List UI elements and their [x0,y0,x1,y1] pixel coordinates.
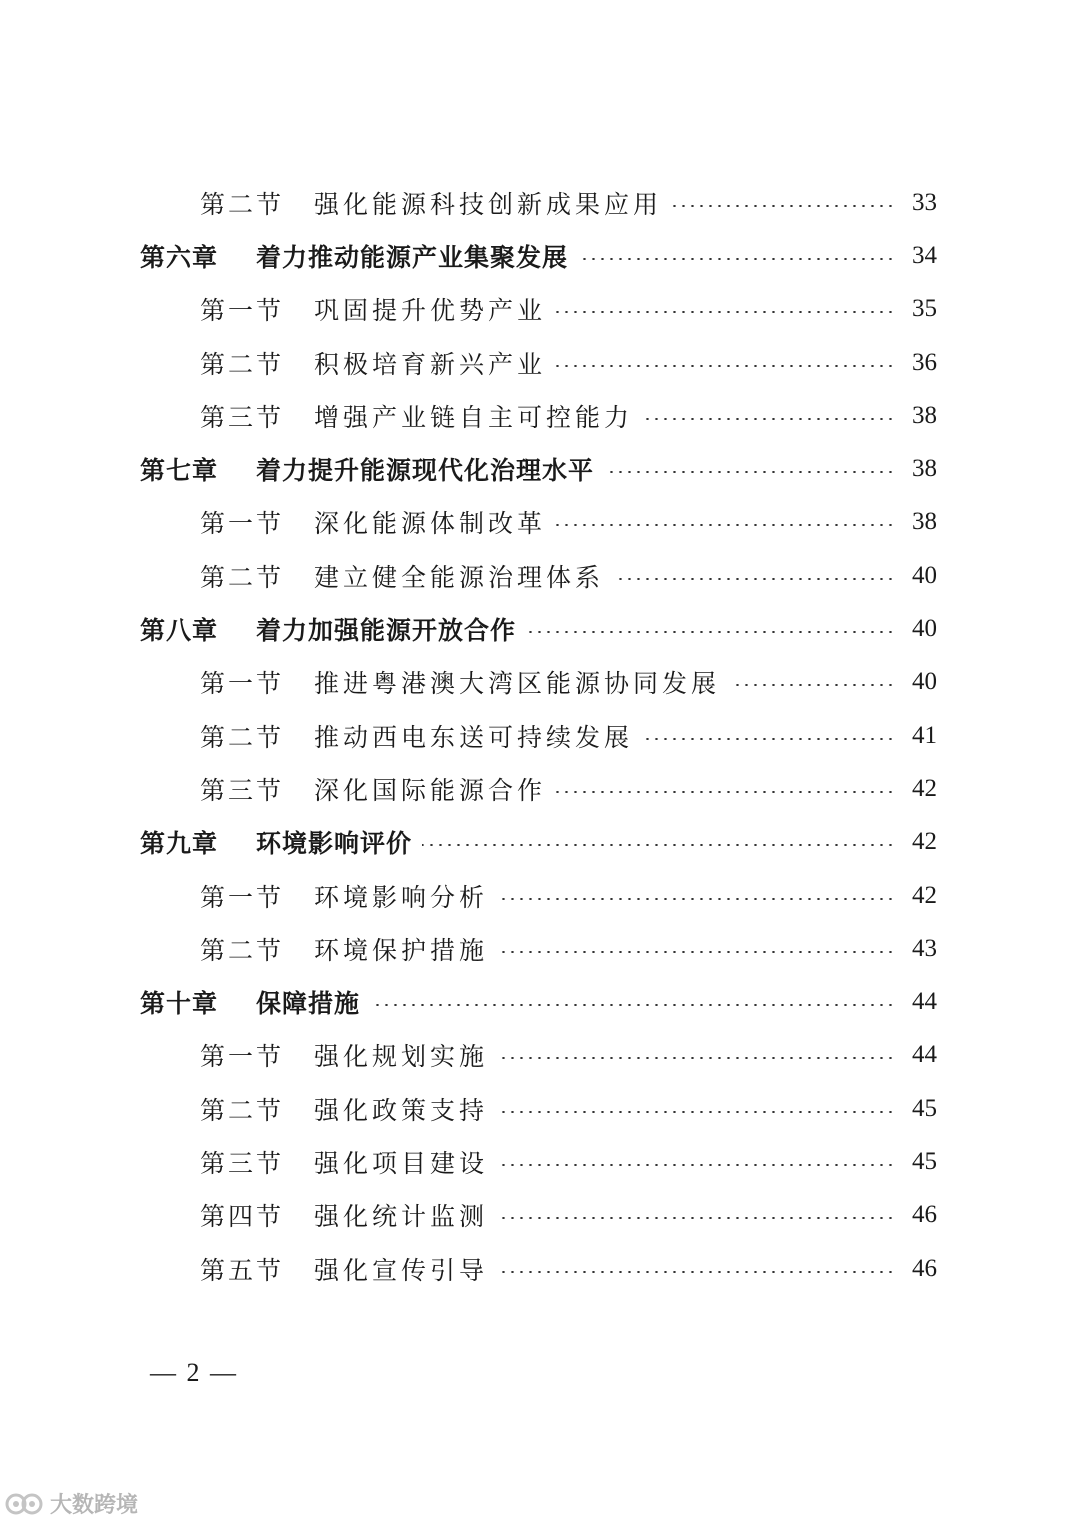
toc-page-number: 40 [912,668,937,696]
toc-row[interactable] [0,176,1080,229]
toc-row[interactable] [0,336,1080,389]
toc-number: 第一节 [200,296,285,326]
toc-leader-dots [422,844,895,846]
toc-page-number: 42 [912,881,937,909]
toc-number: 第二节 [200,189,285,219]
toc-title: 积极培育新兴产业 [314,349,547,379]
toc-leader-dots [643,738,895,740]
toc-leader-dots [498,898,895,900]
toc-page-number: 35 [912,295,937,323]
toc-title: 深化能源体制改革 [314,509,547,539]
toc-page-number: 36 [912,348,937,376]
toc-leader-dots [526,631,895,633]
toc-row[interactable] [0,1082,1080,1135]
toc-row[interactable] [0,283,1080,336]
toc-row[interactable] [0,442,1080,495]
toc-leader-dots [498,1111,895,1113]
toc-row[interactable] [0,1189,1080,1242]
toc-leader-dots [556,524,895,526]
toc-title: 强化宣传引导 [314,1255,489,1285]
toc-page-number: 38 [912,455,937,483]
toc-page-number: 45 [912,1147,937,1175]
toc-leader-dots [556,311,895,313]
toc-title: 强化政策支持 [314,1095,489,1125]
toc-number: 第三节 [200,1148,285,1178]
toc-number: 第二节 [200,935,285,965]
toc-page-number: 42 [912,774,937,802]
toc-page-number: 34 [912,241,937,269]
toc-number: 第二节 [200,562,285,592]
toc-title: 推进粤港澳大湾区能源协同发展 [314,669,721,699]
toc-row[interactable] [0,602,1080,655]
toc-page-number: 45 [912,1094,937,1122]
toc-page-number: 33 [912,188,937,216]
toc-page-number: 40 [912,561,937,589]
toc-number: 第三节 [200,402,285,432]
toc-page-number: 41 [912,721,937,749]
toc-number: 第一节 [200,669,285,699]
toc-row[interactable] [0,496,1080,549]
toc-leader-dots [578,258,895,260]
toc-row[interactable] [0,1029,1080,1082]
toc-leader-dots [614,578,895,580]
toc-number: 第四节 [200,1202,285,1232]
toc-row[interactable] [0,869,1080,922]
toc-page-number: 44 [912,988,937,1016]
toc-number: 第九章 [140,829,219,859]
toc-leader-dots [498,951,895,953]
toc-title: 巩固提升优势产业 [314,296,547,326]
toc-number: 第二节 [200,722,285,752]
toc-title: 强化统计监测 [314,1202,489,1232]
toc-number: 第一节 [200,1042,285,1072]
toc-title: 增强产业链自主可控能力 [314,402,634,432]
toc-leader-dots [643,418,895,420]
table-of-contents [0,176,1080,1295]
toc-title: 强化规划实施 [314,1042,489,1072]
toc-row[interactable] [0,709,1080,762]
toc-number: 第三节 [200,775,285,805]
toc-title: 着力提升能源现代化治理水平 [256,456,595,486]
toc-number: 第六章 [140,242,219,272]
toc-leader-dots [556,791,895,793]
toc-title: 强化项目建设 [314,1148,489,1178]
toc-page-number: 38 [912,401,937,429]
toc-leader-dots [730,684,895,686]
toc-page-number: 44 [912,1041,937,1069]
toc-title: 着力加强能源开放合作 [256,616,517,646]
toc-leader-dots [498,1271,895,1273]
toc-page-number: 38 [912,508,937,536]
brand-logo-icon [4,1490,46,1518]
toc-row[interactable] [0,922,1080,975]
toc-leader-dots [498,1217,895,1219]
toc-title: 环境保护措施 [314,935,489,965]
toc-leader-dots [556,365,895,367]
toc-page-number: 46 [912,1254,937,1282]
page-footer-number: — 2 — [150,1358,238,1387]
watermark [4,1488,138,1519]
toc-title: 保障措施 [256,989,361,1019]
watermark-text: 大数跨境 [50,1493,139,1518]
toc-leader-dots [498,1164,895,1166]
toc-number: 第七章 [140,456,219,486]
toc-row[interactable] [0,549,1080,602]
toc-leader-dots [370,1004,895,1006]
toc-row[interactable] [0,229,1080,282]
toc-row[interactable] [0,389,1080,442]
toc-row[interactable] [0,656,1080,709]
toc-row[interactable] [0,975,1080,1028]
toc-page-number: 40 [912,615,937,643]
toc-number: 第一节 [200,882,285,912]
toc-number: 第十章 [140,989,219,1019]
toc-leader-dots [604,471,895,473]
toc-page-number: 46 [912,1201,937,1229]
toc-number: 第一节 [200,509,285,539]
toc-title: 推动西电东送可持续发展 [314,722,634,752]
toc-title: 深化国际能源合作 [314,775,547,805]
toc-row[interactable] [0,1135,1080,1188]
toc-row[interactable] [0,762,1080,815]
toc-title: 环境影响评价 [256,829,413,859]
toc-title: 建立健全能源治理体系 [314,562,605,592]
toc-title: 着力推动能源产业集聚发展 [256,242,569,272]
toc-title: 强化能源科技创新成果应用 [314,189,663,219]
toc-leader-dots [672,205,895,207]
toc-row[interactable] [0,1242,1080,1295]
toc-number: 第五节 [200,1255,285,1285]
toc-number: 第八章 [140,616,219,646]
toc-page-number: 43 [912,934,937,962]
toc-leader-dots [498,1057,895,1059]
toc-title: 环境影响分析 [314,882,489,912]
toc-row[interactable] [0,816,1080,869]
toc-page-number: 42 [912,828,937,856]
toc-number: 第二节 [200,1095,285,1125]
toc-number: 第二节 [200,349,285,379]
